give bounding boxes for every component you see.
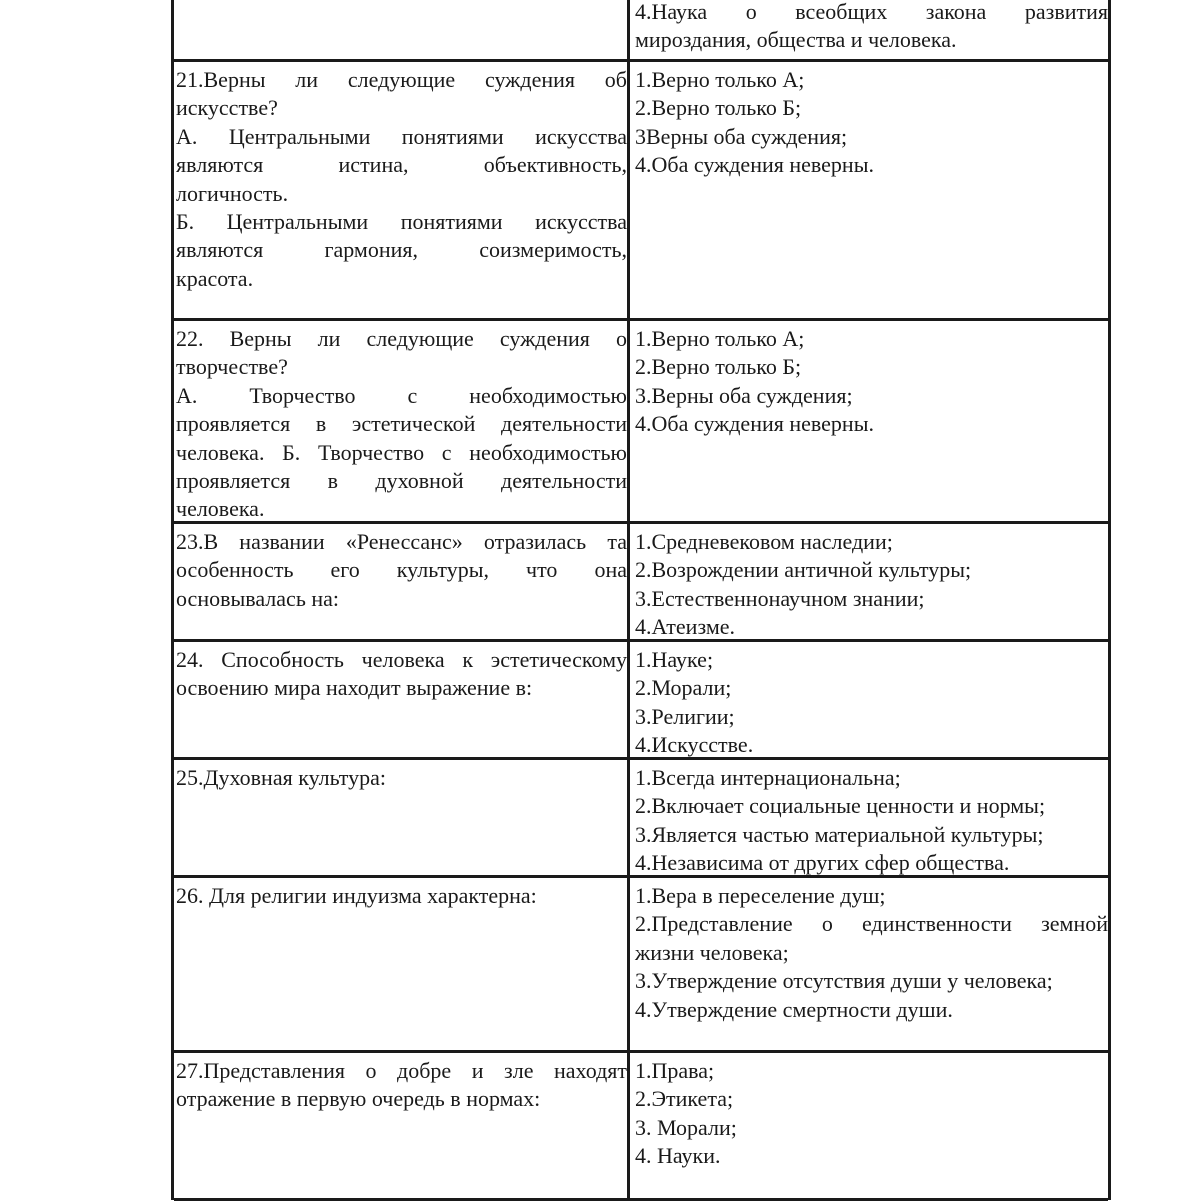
answer-cell: [633, 760, 1108, 875]
answer-option: жизни человека;: [635, 939, 789, 965]
answer-option: 2.Морали;: [635, 675, 732, 701]
answer-option: 1.Верно только А;: [635, 67, 805, 92]
answer-option: 2.Возрождении античной культуры;: [635, 557, 972, 583]
statement-a: А. Творчество с необходимостью: [176, 382, 627, 408]
answer-option: 2.Этикета;: [635, 1086, 734, 1112]
question-text: творчестве?: [176, 354, 288, 380]
answer-option: 3.Верны оба суждения;: [635, 382, 853, 408]
answer-option: 3.Религии;: [635, 703, 735, 729]
statement-b: человека. Б. Творчество с необходимостью: [176, 439, 627, 465]
question-text: 24. Способность человека к эстетическому: [176, 647, 627, 672]
answer-option: 2.Верно только Б;: [635, 95, 802, 121]
table-row-27: [174, 1053, 1108, 1201]
question-text: отражение в первую очередь в нормах:: [176, 1086, 541, 1112]
question-cell: [174, 62, 630, 318]
answer-cell: [633, 878, 1108, 1050]
question-cell: [174, 878, 630, 1050]
question-text: 26. Для религии индуизма характерна:: [176, 883, 537, 908]
statement-b: проявляется в духовной деятельности: [176, 468, 627, 494]
answer-cell: [633, 642, 1108, 757]
question-text: основывалась на:: [176, 585, 340, 611]
answer-option: 3Верны оба суждения;: [635, 123, 848, 149]
answer-option: 4.Утверждение смертности души.: [635, 996, 953, 1022]
answer-option: 3.Утверждение отсутствия души у человека;: [635, 968, 1053, 994]
table-row-22: [174, 321, 1108, 524]
question-cell: [174, 524, 630, 639]
question-text: особенность его культуры, что она: [176, 557, 627, 583]
answer-option: 4.Оба суждения неверны.: [635, 152, 874, 178]
answer-option: 1.Средневековом наследии;: [635, 529, 893, 554]
question-text: 25.Духовная культура:: [176, 765, 386, 790]
answer-option: 4.Оба суждения неверны.: [635, 411, 874, 437]
statement-a: А. Центральными понятиями искусства: [176, 123, 627, 149]
question-text: 23.В названии «Ренессанс» отразилась та: [176, 529, 627, 554]
answer-cell: [633, 1053, 1108, 1198]
answer-option: 1.Права;: [635, 1058, 715, 1083]
answer-option: 4.Искусстве.: [635, 732, 754, 757]
answer-option: 4.Наука о всеобщих закона развития: [635, 0, 1108, 24]
answer-option: 3.Естественнонаучном знании;: [635, 585, 925, 611]
answer-option: мироздания, общества и человека.: [635, 27, 957, 53]
table-row-26: [174, 878, 1108, 1053]
answer-option: 1.Всегда интернациональна;: [635, 765, 901, 790]
answer-option: 3. Морали;: [635, 1114, 737, 1140]
answer-cell: [633, 524, 1108, 639]
table-row-20: [174, 0, 1108, 62]
question-cell: [174, 1053, 630, 1198]
statement-a: проявляется в эстетической деятельности: [176, 411, 627, 437]
answer-option: 2.Включает социальные ценности и нормы;: [635, 793, 1046, 819]
statement-b: человека.: [176, 496, 265, 521]
question-cell: [174, 760, 630, 875]
answer-option: 2.Верно только Б;: [635, 354, 802, 380]
question-text: 22. Верны ли следующие суждения о: [176, 326, 627, 351]
answer-option: 1.Верно только А;: [635, 326, 805, 351]
answer-option: 4. Науки.: [635, 1143, 721, 1169]
question-cell: [174, 642, 630, 757]
question-text: 27.Представления о добре и зле находят: [176, 1058, 627, 1083]
answer-option: 4.Независима от других сфер общества.: [635, 850, 1010, 875]
table-row-23: [174, 524, 1108, 642]
questions-table: [171, 0, 1111, 1200]
answer-option: 3.Является частью материальной культуры;: [635, 821, 1044, 847]
answer-cell: [633, 0, 1108, 59]
question-text: 21.Верны ли следующие суждения об: [176, 67, 627, 92]
answer-option: 1.Вера в переселение душ;: [635, 883, 886, 908]
answer-option: 1.Науке;: [635, 647, 714, 672]
table-row-24: [174, 642, 1108, 760]
question-text: искусстве?: [176, 95, 278, 121]
question-cell: [174, 321, 630, 521]
answer-option: 2.Представление о единственности земной: [635, 911, 1108, 937]
answer-cell: [633, 62, 1108, 318]
statement-a: являются истина, объективность,: [176, 152, 627, 178]
answer-cell: [633, 321, 1108, 521]
statement-b: являются гармония, соизмеримость,: [176, 237, 627, 263]
question-text: освоению мира находит выражение в:: [176, 675, 533, 701]
statement-a: логичность.: [176, 180, 289, 206]
table-row-21: [174, 62, 1108, 321]
statement-b: Б. Центральными понятиями искусства: [176, 209, 627, 235]
answer-option: 4.Атеизме.: [635, 614, 736, 639]
table-row-25: [174, 760, 1108, 878]
statement-b: красота.: [176, 265, 254, 291]
question-cell: [174, 0, 630, 59]
